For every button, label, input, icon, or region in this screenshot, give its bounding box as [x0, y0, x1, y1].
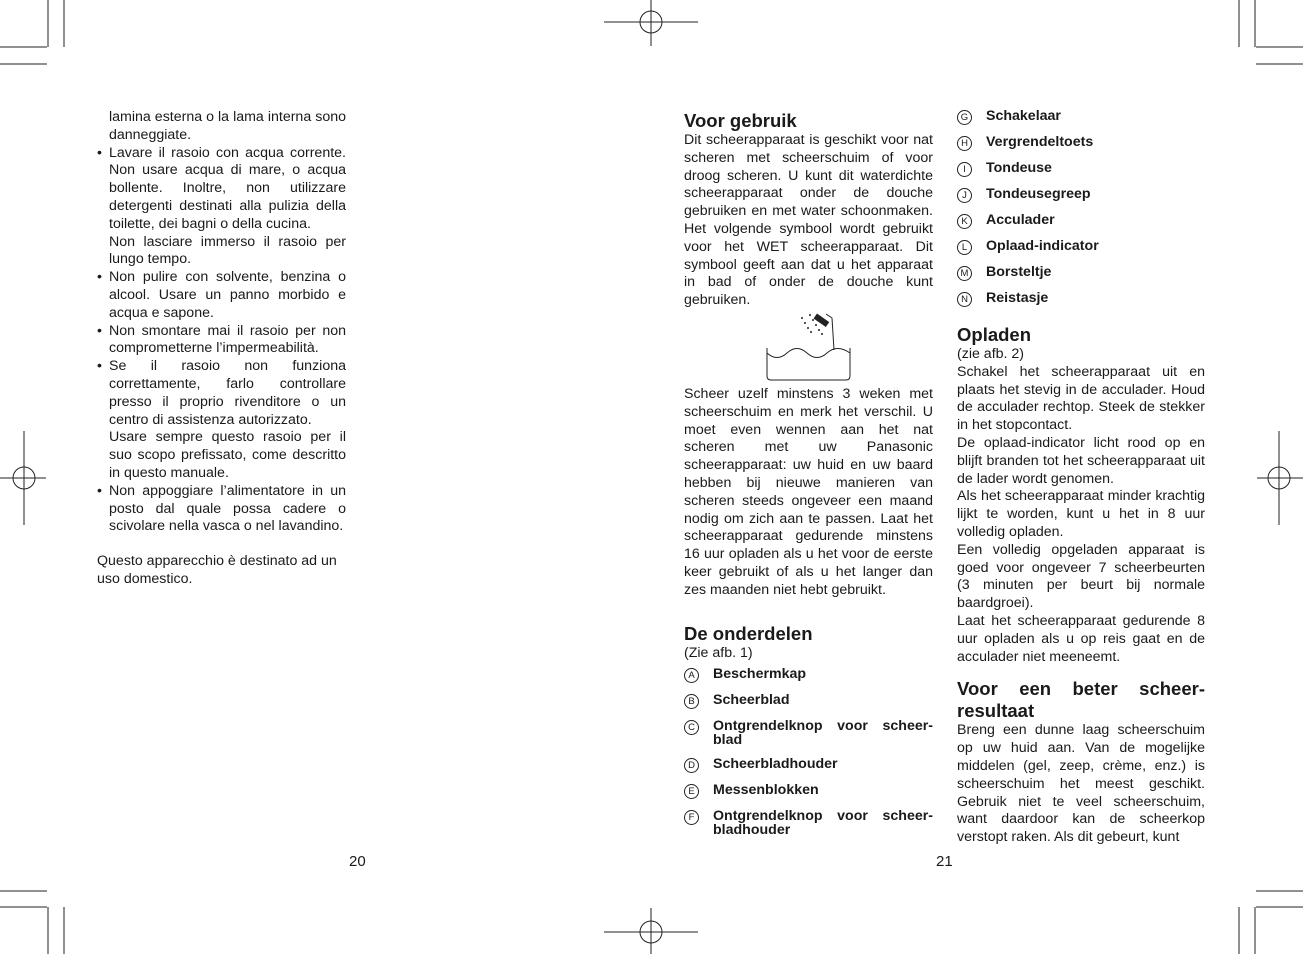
letter-badge: H	[957, 136, 972, 151]
letter-badge: J	[957, 188, 972, 203]
better-result-paragraph: Breng een dunne laag scheerschuim op uw huid aan. Van de mogelijke middelen (gel, zeep, crème, enz.) is scheerschuim het meest geschikt. Gebruik niet te veel scheerschuim, want daardoor kan de scheerkop verstopt raken. Als dit gebeurt, kunt	[957, 722, 1205, 846]
left-column	[97, 109, 346, 589]
part-item: I Tondeuse	[957, 161, 1205, 177]
part-item: C Ontgrendelknop voor scheer-blad	[684, 719, 933, 747]
list-item: • Lavare il rasoio con acqua corrente. Non usare acqua di mare, o acqua bollente. Inoltre, non utilizzare detergenti destinati alla pulizia della toilette, dei bagni o della cucina. Non lasciare immerso il rasoio per lungo tempo.	[97, 144, 346, 268]
part-item: H Vergrendeltoets	[957, 135, 1205, 151]
intro-paragraph: Dit scheerapparaat is geschikt voor nat scheren met scheerschuim of voor droog scheren. U kunt dit waterdichte scheerapparaat onder de douche gebruiken en met water schoonmaken. Het volgende symbool wordt gebruikt voor het WET scheerapparaat. Dit symbool geeft aan dat u het apparaat in bad of onder de douche kunt gebruiken.	[684, 132, 933, 309]
section-heading-beter-scheerresultaat: Voor een beter scheer-resultaat	[957, 678, 1205, 722]
letter-badge: A	[684, 668, 699, 683]
charging-paragraph: Schakel het scheerapparaat uit en plaats het stevig in de acculader. Houd de acculader rechtop. Steek de stekker in het stopcontact.	[957, 363, 1205, 434]
letter-badge: E	[684, 784, 699, 799]
letter-badge: G	[957, 110, 972, 125]
figure-reference: (Zie afb. 1)	[684, 644, 753, 661]
part-item: M Borsteltje	[957, 265, 1205, 281]
letter-badge: K	[957, 214, 972, 229]
domestic-use-note: Questo apparecchio è destinato ad un uso domestico.	[97, 553, 337, 587]
letter-badge: M	[957, 266, 972, 281]
letter-badge: B	[684, 694, 699, 709]
part-item: N Reistasje	[957, 291, 1205, 307]
part-item: G Schakelaar	[957, 109, 1205, 125]
charging-paragraph: De oplaad-indicator licht rood op en blijft branden tot het scheerapparaat uit de lader wordt genomen.	[957, 434, 1205, 487]
list-item: • Se il rasoio non funziona correttamente, farlo controllare presso il proprio rivenditore o un centro di assistenza autorizzato. Usare sempre questo rasoio per il suo scopo prefissato, come descritto in questo manuale.	[97, 358, 346, 481]
part-item: A Beschermkap	[684, 667, 933, 683]
figure-reference: (zie afb. 2)	[957, 346, 1025, 362]
list-item: • Non appoggiare l’alimentatore in un posto dal quale possa cadere o scivolare nella vasca o nel lavandino.	[97, 482, 346, 535]
section-heading-opladen: Opladen	[957, 324, 1032, 345]
list-item: • Non smontare mai il rasoio per non comprometterne l’impermeabilità.	[97, 322, 346, 357]
right-column-1	[684, 110, 933, 847]
charging-paragraph: Een volledig opgeladen apparaat is goed voor ongeveer 7 scheerbeurten (3 minuten per beurt bij normale baardgroei).	[957, 541, 1205, 612]
letter-badge: D	[684, 758, 699, 773]
part-item: D Scheerbladhouder	[684, 757, 933, 773]
charging-paragraph: Laat het scheerapparaat gedurende 8 uur opladen als u op reis gaat en de acculader niet meeneemt.	[957, 612, 1205, 665]
letter-badge: N	[957, 292, 972, 307]
shower-wet-symbol-icon	[684, 310, 933, 386]
part-item: L Oplaad-indicator	[957, 239, 1205, 255]
list-item: • Non pulire con solvente, benzina o alcool. Usare un panno morbido e acqua e sapone.	[97, 269, 346, 321]
right-column-2	[957, 109, 1205, 847]
page-number-left: 20	[349, 853, 366, 870]
letter-badge: C	[684, 720, 699, 735]
page-number-right: 21	[936, 853, 953, 870]
part-item: J Tondeusegreep	[957, 187, 1205, 203]
wet-shave-paragraph: Scheer uzelf minstens 3 weken met scheerschuim en merk het verschil. U moet even wennen aan het nat scheren met uw Panasonic scheerapparaat: uw huid en uw baard hebben bij nieuwe manieren van scheren steeds ongeveer een maand nodig om zich aan te passen. Laat het scheerapparaat gedurende minstens 16 uur opladen als u het voor de eerste keer gebruikt of als u het langer dan zes maanden niet hebt gebruikt.	[684, 385, 933, 598]
letter-badge: F	[684, 810, 699, 825]
charging-paragraph: Als het scheerapparaat minder krachtig lijkt te worden, kunt u het in 8 uur volledig opladen.	[957, 488, 1205, 540]
part-item: B Scheerblad	[684, 693, 933, 709]
section-heading-voor-gebruik: Voor gebruik	[684, 110, 797, 131]
part-item: E Messenblokken	[684, 783, 933, 799]
part-item: K Acculader	[957, 213, 1205, 229]
section-heading-onderdelen: De onderdelen	[684, 622, 813, 644]
letter-badge: L	[957, 240, 972, 255]
letter-badge: I	[957, 162, 972, 177]
part-item: F Ontgrendelknop voor scheer-bladhouder	[684, 809, 933, 837]
continued-text: lamina esterna o la lama interna sono danneggiate.	[109, 109, 346, 143]
